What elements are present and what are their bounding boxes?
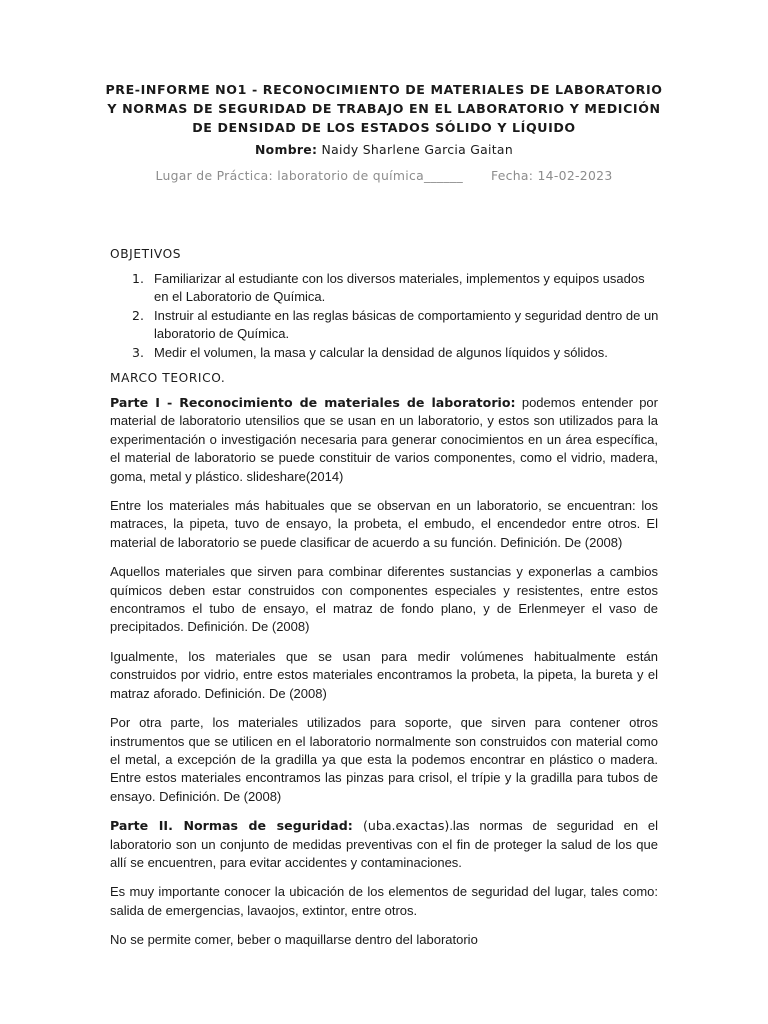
place-date-line (0, 167, 768, 185)
place-of-practice: Lugar de Práctica: laboratorio de química______ (155, 168, 463, 183)
objectives-list (110, 270, 660, 362)
part2-lead: Parte II. Normas de seguridad: (110, 818, 353, 834)
paragraph: Por otra parte, los materiales utilizados para soporte, que sirven para contener otros instrumentos que se utilicen en el laboratorio normalmente son construidos con material como el metal, a excepción de la gradilla ya que esta la podemos encontrar en plástico o madera. Entre estos materiales encontramos las pinzas para crisol, el trípie y la gradilla para tubos de ensayo. Definición. De (2008) (110, 715, 658, 804)
part1-lead: Parte I - Reconocimiento de materiales de laboratorio: (110, 395, 516, 410)
paragraph: Aquellos materiales que sirven para combinar diferentes sustancias y exponerlas a cambios químicos deben estar construidos con componentes especiales y resistentes, entre estos encontramos el tubo de ensayo, el matraz de fondo plano, y de Erlenmeyer el vaso de precipitados. Definición. De (2008) (110, 564, 658, 635)
objectives-heading: OBJETIVOS (110, 247, 182, 261)
paragraph: Es muy importante conocer la ubicación de los elementos de seguridad del lugar, tales como: salida de emergencias, lavaojos, extintor, entre otros. (110, 884, 658, 918)
name-label: Nombre: (255, 142, 318, 157)
paragraph: No se permite comer, beber o maquillarse dentro del laboratorio (110, 932, 478, 948)
date: Fecha: 14-02-2023 (490, 168, 613, 183)
item-text: Instruir al estudiante en las reglas básicas de comportamiento y seguridad dentro de un laboratorio de Química. (154, 307, 659, 342)
part2-source: (uba.exactas) (352, 818, 450, 834)
list-item (110, 344, 660, 362)
student-name-line (0, 141, 768, 159)
item-number: 3. (132, 344, 144, 360)
item-number: 2. (132, 307, 144, 323)
name-value: Naidy Sharlene Garcia Gaitan (321, 142, 513, 157)
item-text: Medir el volumen, la masa y calcular la densidad de algunos líquidos y sólidos. (154, 344, 608, 360)
part2-text: .las normas de seguridad en el laboratorio son un conjunto de medidas preventivas con el fin de proteger la salud de los que allí se encuentren, para evitar accidentes y contaminaciones. (110, 818, 658, 870)
paragraph-part1 (110, 394, 658, 486)
item-number: 1. (132, 271, 144, 286)
list-item (110, 307, 660, 344)
paragraph-part2 (110, 817, 658, 872)
theory-body (110, 394, 658, 961)
paragraph: Entre los materiales más habituales que se observan en un laboratorio, se encuentran: los matraces, la pipeta, tuvo de ensayo, la probeta, el embudo, el encendedor entre otros. El material de laboratorio se puede clasificar de acuerdo a su función. Definición. De (2008) (110, 498, 658, 550)
document-title: PRE-INFORME NO1 - RECONOCIMIENTO DE MATERIALES DE LABORATORIO Y NORMAS DE SEGURIDAD DE TRABAJO EN EL LABORATORIO Y MEDICIÓN DE DENSIDAD DE LOS ESTADOS SÓLIDO Y LÍQUIDO (105, 82, 663, 135)
theory-heading: MARCO TEORICO. (110, 371, 226, 385)
paragraph: Igualmente, los materiales que se usan para medir volúmenes habitualmente están construidos por vidrio, entre estos materiales encontramos la probeta, la pipeta, la bureta y el matraz aforado. Definición. De (2008) (110, 648, 658, 701)
part1-text: podemos entender por material de laboratorio utensilios que se usan en un laboratorio, y estos son utilizados para la experimentación o investigación necesaria para generar conocimientos en un área específica, el material de laboratorio se puede constituir de varios componentes, como el vidrio, madera, goma, metal y plástico. slideshare(2014) (110, 395, 658, 484)
item-text: Familiarizar al estudiante con los diversos materiales, implementos y equipos usados en el Laboratorio de Química. (154, 271, 645, 305)
list-item (110, 270, 660, 307)
